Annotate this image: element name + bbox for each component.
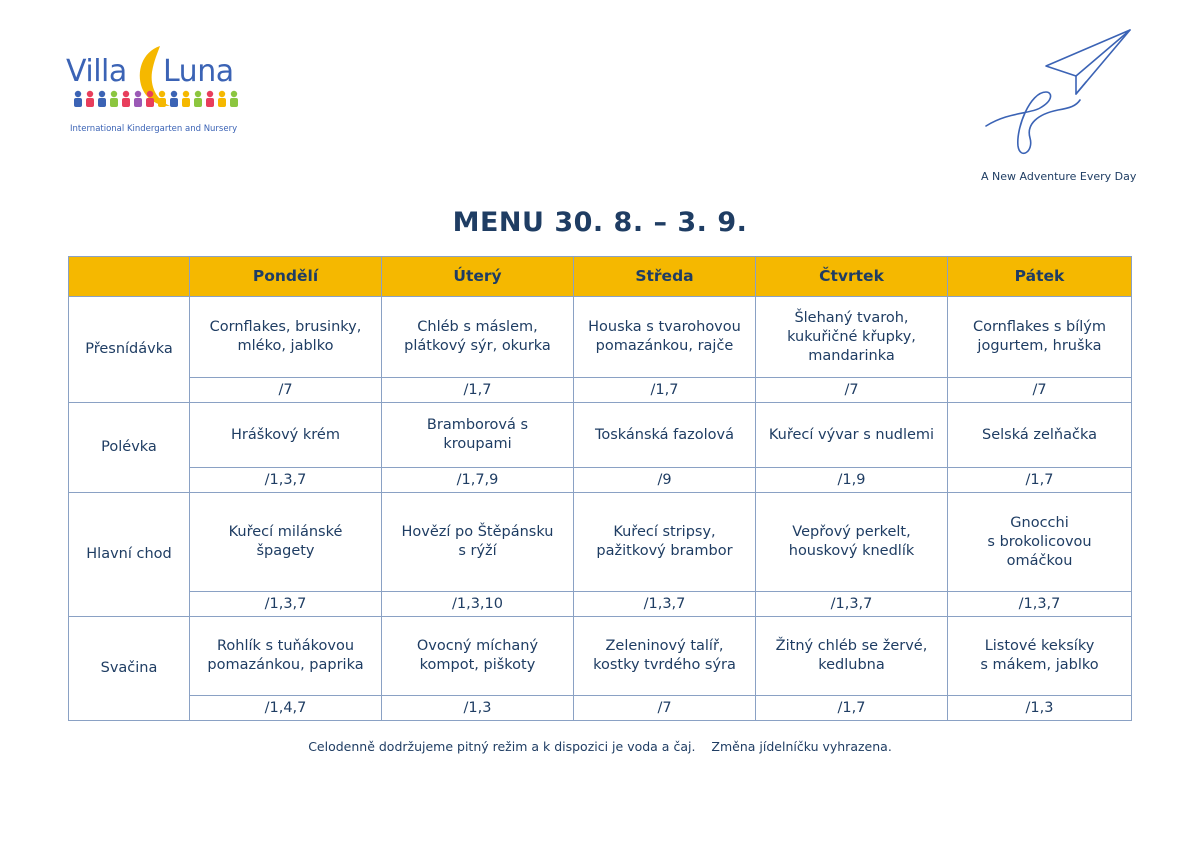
dish-cell: Gnocchi s brokolicovou omáčkou bbox=[948, 493, 1132, 592]
allergen-cell: /1,3,7 bbox=[190, 468, 382, 493]
allergen-cell: /1,3 bbox=[382, 696, 574, 721]
meal-label: Svačina bbox=[69, 617, 190, 721]
dish-cell: Toskánská fazolová bbox=[574, 403, 756, 468]
dish-cell: Kuřecí vývar s nudlemi bbox=[756, 403, 948, 468]
meal-label: Polévka bbox=[69, 403, 190, 493]
day-header: Pátek bbox=[948, 257, 1132, 297]
allergen-cell: /1,3,10 bbox=[382, 592, 574, 617]
slogan: A New Adventure Every Day bbox=[981, 170, 1137, 183]
allergen-cell: /1,7 bbox=[382, 378, 574, 403]
dish-cell: Zeleninový talíř, kostky tvrdého sýra bbox=[574, 617, 756, 696]
villa-luna-logo bbox=[66, 44, 246, 140]
dish-cell: Hráškový krém bbox=[190, 403, 382, 468]
menu-table bbox=[68, 256, 1132, 721]
dish-cell: Rohlík s tuňákovou pomazánkou, paprika bbox=[190, 617, 382, 696]
dish-cell: Cornflakes, brusinky, mléko, jablko bbox=[190, 297, 382, 378]
allergen-cell: /7 bbox=[756, 378, 948, 403]
allergen-cell: /9 bbox=[574, 468, 756, 493]
allergen-cell: /7 bbox=[574, 696, 756, 721]
day-header: Čtvrtek bbox=[756, 257, 948, 297]
allergen-cell: /7 bbox=[190, 378, 382, 403]
allergen-cell: /1,7 bbox=[574, 378, 756, 403]
footer-drinking-note: Celodenně dodržujeme pitný režim a k dispozici je voda a čaj. bbox=[308, 739, 696, 754]
day-header: Středa bbox=[574, 257, 756, 297]
dish-cell: Houska s tvarohovou pomazánkou, rajče bbox=[574, 297, 756, 378]
dish-cell: Selská zelňačka bbox=[948, 403, 1132, 468]
meal-row-allergens bbox=[69, 696, 1132, 721]
dish-cell: Bramborová s kroupami bbox=[382, 403, 574, 468]
allergen-cell: /1,7,9 bbox=[382, 468, 574, 493]
dish-cell: Vepřový perkelt, houskový knedlík bbox=[756, 493, 948, 592]
meal-label: Přesnídávka bbox=[69, 297, 190, 403]
dish-cell: Žitný chléb se žervé, kedlubna bbox=[756, 617, 948, 696]
meal-row-dishes bbox=[69, 493, 1132, 592]
footer-change-note: Změna jídelníčku vyhrazena. bbox=[711, 739, 892, 754]
allergen-cell: /1,3,7 bbox=[756, 592, 948, 617]
day-header: Pondělí bbox=[190, 257, 382, 297]
allergen-cell: /7 bbox=[948, 378, 1132, 403]
allergen-cell: /1,7 bbox=[948, 468, 1132, 493]
allergen-cell: /1,7 bbox=[756, 696, 948, 721]
page-title: MENU 30. 8. – 3. 9. bbox=[452, 207, 748, 238]
meal-row-allergens bbox=[69, 592, 1132, 617]
allergen-cell: /1,9 bbox=[756, 468, 948, 493]
header-corner-cell bbox=[69, 257, 190, 297]
meal-label: Hlavní chod bbox=[69, 493, 190, 617]
dish-cell: Ovocný míchaný kompot, piškoty bbox=[382, 617, 574, 696]
logo-tagline: International Kindergarten and Nursery bbox=[70, 124, 238, 134]
dish-cell: Cornflakes s bílým jogurtem, hruška bbox=[948, 297, 1132, 378]
paper-plane-icon bbox=[978, 28, 1138, 160]
logo-word-luna: Luna bbox=[163, 54, 234, 89]
dish-cell: Hovězí po Štěpánsku s rýží bbox=[382, 493, 574, 592]
dish-cell: Kuřecí milánské špagety bbox=[190, 493, 382, 592]
dish-cell: Chléb s máslem, plátkový sýr, okurka bbox=[382, 297, 574, 378]
dish-cell: Kuřecí stripsy, pažitkový brambor bbox=[574, 493, 756, 592]
meal-row-dishes bbox=[69, 403, 1132, 468]
dish-cell: Šlehaný tvaroh, kukuřičné křupky, mandarinka bbox=[756, 297, 948, 378]
meal-row-dishes bbox=[69, 297, 1132, 378]
day-header: Úterý bbox=[382, 257, 574, 297]
allergen-cell: /1,3,7 bbox=[948, 592, 1132, 617]
allergen-cell: /1,3,7 bbox=[190, 592, 382, 617]
allergen-cell: /1,4,7 bbox=[190, 696, 382, 721]
logo-word-villa: Villa bbox=[66, 54, 127, 89]
meal-row-allergens bbox=[69, 468, 1132, 493]
children-figures-icon bbox=[72, 90, 242, 112]
footer-note bbox=[0, 739, 1200, 754]
meal-row-allergens bbox=[69, 378, 1132, 403]
meal-row-dishes bbox=[69, 617, 1132, 696]
allergen-cell: /1,3,7 bbox=[574, 592, 756, 617]
dish-cell: Listové keksíky s mákem, jablko bbox=[948, 617, 1132, 696]
allergen-cell: /1,3 bbox=[948, 696, 1132, 721]
header-row bbox=[69, 257, 1132, 297]
